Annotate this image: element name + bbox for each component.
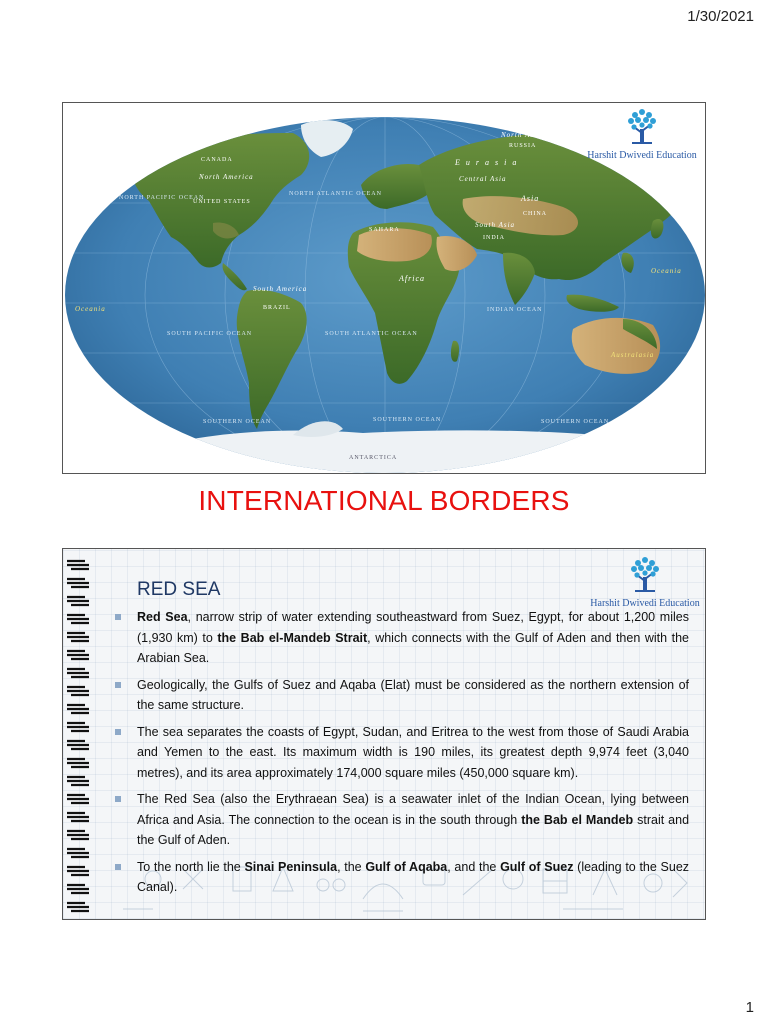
body-text: The sea separates the coasts of Egypt, Sudan, and Eritrea to the west from those of Saudi Arabia and Yemen to the east. Its maximum width is 190 miles, its greatest depth 9,974 feet (3,040 metres), and its area approximately 174,000 square miles (450,000 square km). [137, 724, 689, 780]
bold-text: Sinai Peninsula [244, 859, 338, 874]
map-label-sahara: SAHARA [369, 227, 400, 233]
map-label-indian-ocean: INDIAN OCEAN [487, 307, 543, 313]
body-text: To the north lie the [137, 859, 245, 874]
map-label-north-atlantic: NORTH ATLANTIC OCEAN [289, 191, 382, 197]
bold-text: the Bab el-Mandeb Strait [217, 630, 368, 645]
map-label-north-asia: North Asia [501, 131, 542, 139]
slide-title-text: INTERNATIONAL BORDERS [198, 485, 570, 516]
map-label-north-america: North America [199, 173, 254, 181]
map-label-africa: Africa [399, 274, 425, 283]
bold-text: Gulf of Suez [500, 859, 574, 874]
map-label-south-america: South America [253, 285, 308, 293]
brand-logo-text: Harshit Dwivedi Education [590, 598, 700, 609]
bullet-square-icon [115, 614, 121, 620]
map-label-south-asia: South Asia [475, 221, 516, 229]
body-text: , the [337, 859, 366, 874]
map-label-antarctica: ANTARCTICA [349, 455, 398, 461]
list-item [109, 675, 689, 716]
list-item [109, 789, 689, 851]
map-label-north-pacific: NORTH PACIFIC OCEAN [119, 195, 205, 201]
slide-red-sea [62, 548, 706, 920]
bold-text: the Bab el Mandeb [521, 812, 634, 827]
list-item [109, 722, 689, 784]
bullet-square-icon [115, 796, 121, 802]
body-text: strait and the Gulf of Aden. [137, 812, 690, 847]
body-text: Geologically, the Gulfs of Suez and Aqaba (Elat) must be considered as the northern extension of the same structure. [137, 677, 689, 712]
list-item [109, 857, 689, 898]
brand-logo [583, 107, 701, 161]
body-text: , narrow strip of water extending southeastward from Suez, Egypt, for about 1,200 miles (1,930 km) to [137, 610, 689, 645]
body-text: The Red Sea (also the Erythraean Sea) is a seawater inlet of the Indian Ocean, lying between Africa and Asia. The connection to the ocean is in the south through [137, 792, 689, 827]
map-label-eurasia: Eurasia [455, 158, 523, 167]
map-label-china: CHINA [523, 211, 547, 217]
tree-logo-icon [628, 555, 662, 593]
page-date: 1/30/2021 [687, 8, 754, 25]
map-label-brazil: BRAZIL [263, 305, 291, 311]
bullet-square-icon [115, 682, 121, 688]
body-text: , and the [447, 859, 501, 874]
map-label-south-pacific: SOUTH PACIFIC OCEAN [167, 331, 253, 337]
slide-title: RED SEA [137, 579, 221, 600]
tree-logo-icon [625, 107, 659, 145]
bullet-square-icon [115, 864, 121, 870]
map-label-united-states: UNITED STATES [193, 199, 251, 205]
body-text: (leading to the Suez Canal). [137, 859, 690, 894]
map-label-russia: RUSSIA [509, 143, 537, 149]
list-item [109, 607, 689, 669]
slide-international-borders [62, 102, 706, 516]
body-text: , which connects with the Gulf of Aden and then with the Arabian Sea. [137, 630, 689, 665]
map-label-oceania-right: Oceania [651, 267, 682, 275]
brand-logo [587, 555, 703, 609]
slide-title [63, 485, 705, 517]
map-label-south-atlantic: SOUTH ATLANTIC OCEAN [325, 331, 418, 337]
map-label-southern-ocean-3: SOUTHERN OCEAN [541, 419, 610, 425]
bullet-list [109, 607, 689, 904]
map-label-oceania-left: Oceania [75, 305, 106, 313]
map-label-australasia: Australasia [611, 351, 655, 359]
map-label-southern-ocean-2: SOUTHERN OCEAN [373, 417, 442, 423]
page-number: 1 [745, 999, 754, 1016]
bold-text: Red Sea [137, 610, 188, 624]
map-label-canada: CANADA [201, 157, 233, 163]
map-label-india: INDIA [483, 235, 505, 241]
bullet-square-icon [115, 729, 121, 735]
notebook-spiral-binding [65, 555, 95, 915]
map-label-central-asia: Central Asia [459, 175, 507, 183]
bold-text: Gulf of Aqaba [365, 859, 448, 874]
antarctica-landmass [103, 430, 683, 475]
brand-logo-text: Harshit Dwivedi Education [587, 150, 697, 161]
map-label-southern-ocean-1: SOUTHERN OCEAN [203, 419, 272, 425]
map-label-asia: Asia [521, 194, 540, 203]
